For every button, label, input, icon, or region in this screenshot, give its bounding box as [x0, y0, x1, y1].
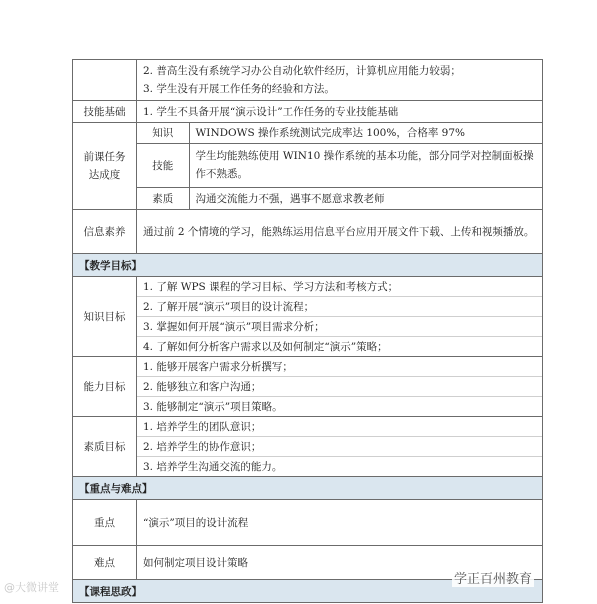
pre-task-subtable: [137, 123, 542, 209]
pre-task-skill-cell: [189, 143, 542, 187]
quality-goals-label: 素质目标: [73, 417, 137, 477]
knowledge-goal-item: 2. 了解开展“演示”项目的设计流程；: [137, 297, 542, 317]
knowledge-goals-cell: [137, 277, 543, 357]
quality-goal-item: 1. 培养学生的团队意识；: [137, 417, 542, 437]
pre-task-label: [73, 123, 137, 210]
quality-goals-row: [73, 417, 543, 477]
background-text-cell: [137, 60, 543, 101]
info-literacy-cell: [137, 210, 543, 254]
quality-goals-cell: [137, 417, 543, 477]
lesson-plan-document: [72, 59, 543, 603]
ability-goals-label: 能力目标: [73, 357, 137, 417]
ability-goal-item: 1. 能够开展客户需求分析撰写；: [137, 357, 542, 377]
skill-basis-row: [73, 101, 543, 123]
key-point-label: 重点: [73, 500, 137, 546]
background-line: 2. 普高生没有系统学习办公自动化软件经历，计算机应用能力较弱；: [143, 65, 461, 77]
background-label-cell: [73, 60, 137, 101]
pre-task-knowledge-text: WINDOWS 操作系统测试完成率达 100%，合格率 97%: [189, 123, 542, 143]
pre-task-label-text: 前课任务达成度: [83, 151, 126, 181]
pre-task-quality-label: 素质: [137, 187, 189, 209]
knowledge-goal-item: 3. 掌握如何开展“演示”项目需求分析；: [137, 317, 542, 337]
background-line: 3. 学生没有开展工作任务的经验和方法。: [143, 83, 335, 95]
pre-task-detail-cell: [137, 123, 543, 210]
background-row: [73, 60, 543, 101]
lesson-plan-table: [72, 59, 543, 603]
knowledge-goal-item: 1. 了解 WPS 课程的学习目标、学习方法和考核方式；: [137, 277, 542, 297]
knowledge-goals-row: [73, 277, 543, 357]
key-points-header: 【重点与难点】: [73, 477, 543, 500]
key-point-row: [73, 500, 543, 546]
watermark-right: 学正百州教育: [452, 568, 534, 587]
pre-task-row: [73, 123, 543, 210]
pre-task-knowledge-row: [137, 123, 542, 143]
pre-task-knowledge-label: 知识: [137, 123, 189, 143]
difficult-point-label: 难点: [73, 546, 137, 580]
info-literacy-text: 通过前 2 个情境的学习，能熟练运用信息平台应用开展文件下载、上传和视频播放。: [143, 225, 535, 238]
knowledge-goal-item: 4. 了解如何分析客户需求以及如何制定“演示”策略；: [143, 341, 388, 353]
knowledge-goals-label: 知识目标: [73, 277, 137, 357]
ideology-header: 【课程思政】: [73, 580, 543, 603]
pre-task-skill-row: [137, 143, 542, 187]
watermark-left: @大微讲堂: [4, 581, 59, 594]
difficult-point-text: 如何制定项目设计策略: [137, 546, 543, 580]
key-points-header-row: [73, 477, 543, 500]
info-literacy-row: [73, 210, 543, 254]
skill-basis-text: 1. 学生不具备开展“演示设计”工作任务的专业技能基础: [137, 101, 543, 123]
pre-task-skill-label: 技能: [137, 143, 189, 187]
ability-goal-item: 2. 能够独立和客户沟通；: [137, 377, 542, 397]
info-literacy-label: 信息素养: [73, 210, 137, 254]
teaching-goals-header-row: [73, 254, 543, 277]
skill-basis-label: 技能基础: [73, 101, 137, 123]
pre-task-quality-row: [137, 187, 542, 209]
quality-goal-item: 3. 培养学生沟通交流的能力。: [143, 461, 283, 473]
ability-goals-row: [73, 357, 543, 417]
teaching-goals-header: 【教学目标】: [73, 254, 543, 277]
key-point-text: “演示”项目的设计流程: [137, 500, 543, 546]
quality-goal-item: 2. 培养学生的协作意识；: [137, 437, 542, 457]
pre-task-quality-text: 沟通交流能力不强，遇事不愿意求教老师: [189, 187, 542, 209]
ability-goal-item: 3. 能够制定“演示”项目策略。: [143, 401, 283, 413]
pre-task-skill-text: 学生均能熟练使用 WIN10 操作系统的基本功能，部分同学对控制面板操作不熟悉。: [195, 150, 534, 180]
ability-goals-cell: [137, 357, 543, 417]
